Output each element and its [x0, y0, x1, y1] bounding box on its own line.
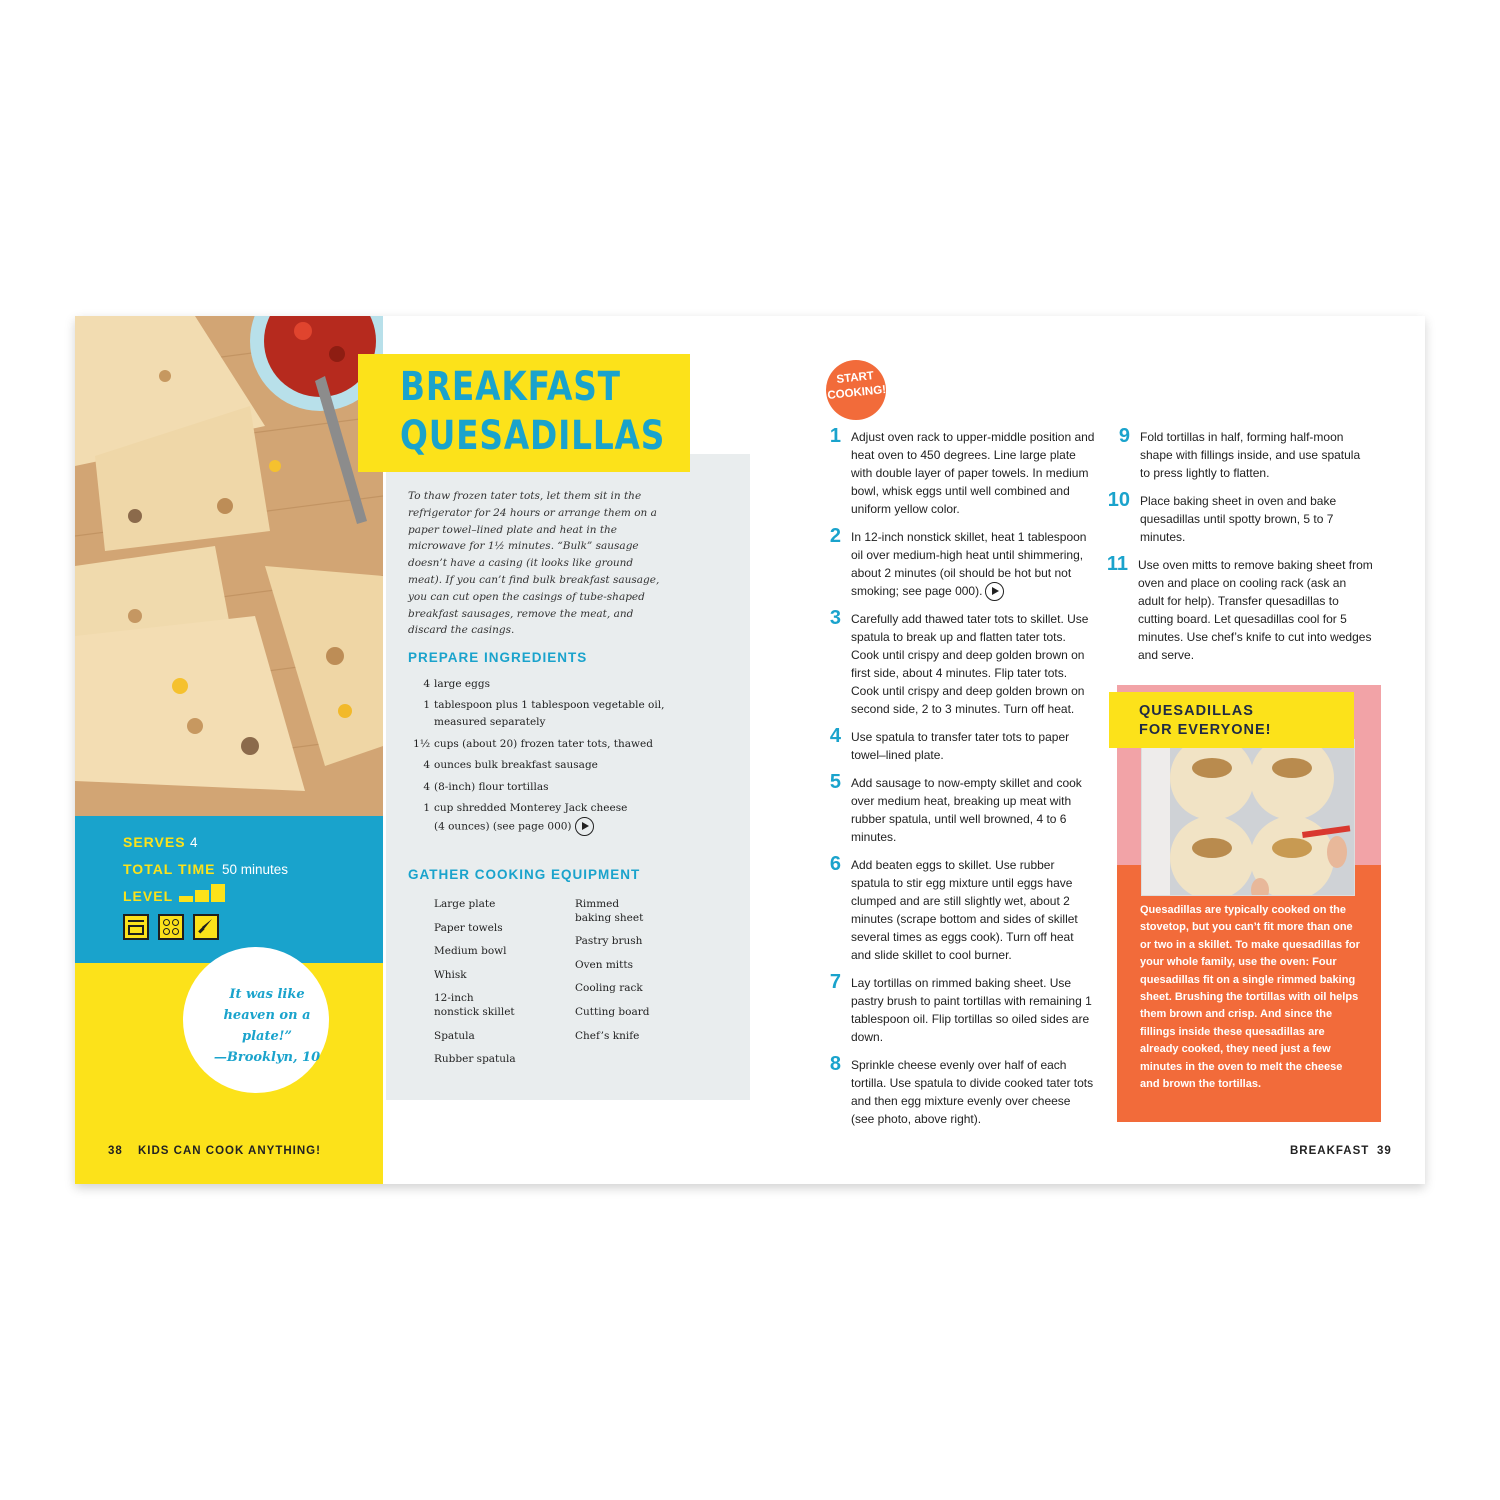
ingredient-quantity: 4	[423, 781, 430, 793]
ingredient-quantity: 1	[423, 802, 430, 814]
tip-text: Quesadillas are typically cooked on the stovetop, but you can’t fit more than one or two in a skillet. To make quesadillas for your whole family, use the oven: Four quesadillas fit on a single rimmed baking sheet. Brushing the tortillas with oil helps them brown and crisp. And since the fillings inside these quesadillas are already cooked, they need just a few minutes in the oven to melt the cheese and brown the tortillas.	[1140, 904, 1360, 1091]
badge-line-1: START	[835, 370, 875, 386]
badge-line-2: COOKING!	[826, 383, 887, 403]
step-text: Use oven mitts to remove baking sheet from oven and place on cooling rack (ask an adult for help). Transfer quesadillas to cutting board. Let quesadillas cool for 5 minutes. Use chef’s knife to cut into wedges and serve.	[1138, 558, 1373, 662]
ingredient-text: ounces bulk breakfast sausage	[434, 759, 598, 771]
equipment-item: Chef’s knife	[575, 1030, 640, 1042]
stovetop-icon	[158, 914, 184, 940]
equipment-item: Cutting board	[575, 1006, 650, 1018]
knife-icon	[193, 914, 219, 940]
left-page-number: 38	[108, 1145, 123, 1157]
equipment-heading: GATHER COOKING EQUIPMENT	[408, 867, 641, 882]
baking-sheet-photo	[1141, 739, 1355, 896]
right-footer-section: BREAKFAST	[1290, 1145, 1370, 1157]
step-number: 6	[829, 853, 841, 875]
ingredient-text: large eggs	[434, 678, 490, 690]
serves-value: 4	[190, 835, 198, 850]
step-number: 9	[1118, 425, 1130, 447]
equipment-item: Pastry brush	[575, 935, 643, 947]
level-label: LEVEL	[123, 888, 174, 904]
step-text: Fold tortillas in half, forming half-moon shape with fillings inside, and use spatula to press lightly to flatten.	[1140, 430, 1361, 480]
book-spread	[75, 316, 1425, 1184]
prepare-ingredients-heading: PREPARE INGREDIENTS	[408, 650, 588, 665]
equipment-item: Large plate	[434, 898, 496, 910]
step-text: Adjust oven rack to upper-middle position and heat oven to 450 degrees. Line large plate with double layer of paper towels. In medium bowl, whisk eggs until well combined and uniform yellow color.	[851, 430, 1095, 516]
level-bar-3	[211, 884, 225, 902]
step-number: 1	[829, 425, 841, 447]
quote-text: It was like heaven on a plate!”	[223, 987, 311, 1044]
equipment-item: Rubber spatula	[434, 1053, 516, 1065]
equipment-item: Paper towels	[434, 922, 503, 934]
play-video-icon[interactable]	[985, 582, 1004, 601]
recipe-title-line1: BREAKFAST	[400, 364, 621, 410]
step-number: 3	[829, 607, 841, 629]
level-bar-2	[195, 890, 209, 902]
ingredient-quantity: 1	[423, 699, 430, 711]
recipe-title-line2: QUESADILLAS	[400, 413, 666, 459]
step-number: 2	[829, 525, 841, 547]
quesadilla-illustration	[75, 316, 383, 816]
right-page-number: 39	[1377, 1145, 1392, 1157]
quote-author: —Brooklyn, 10	[213, 1050, 321, 1065]
step-number: 5	[829, 771, 841, 793]
step-number: 4	[829, 725, 841, 747]
equipment-item: Cooling rack	[575, 982, 643, 994]
play-video-icon[interactable]	[575, 817, 594, 836]
step-text: In 12-inch nonstick skillet, heat 1 tablespoon oil over medium-high heat until shimmering, about 2 minutes (oil should be hot but not smoking; see page 000).	[851, 528, 1096, 601]
equipment-item: Medium bowl	[434, 945, 507, 957]
left-footer-title: KIDS CAN COOK ANYTHING!	[138, 1145, 321, 1157]
step-text: Add sausage to now-empty skillet and cook over medium heat, breaking up meat with rubber spatula, until well browned, 4 to 6 minutes.	[851, 776, 1082, 844]
step-number: 11	[1106, 553, 1128, 575]
ingredient-text: cups (about 20) frozen tater tots, thawed	[434, 738, 653, 750]
ingredient-text: tablespoon plus 1 tablespoon vegetable oil, measured separately	[434, 699, 665, 728]
tip-heading-line-2: FOR EVERYONE!	[1139, 722, 1272, 738]
step-text: Place baking sheet in oven and bake quesadillas until spotty brown, 5 to 7 minutes.	[1140, 494, 1337, 544]
recipe-info-panel	[75, 816, 383, 963]
equipment-item: 12-inch nonstick skillet	[434, 992, 515, 1018]
oven-icon	[123, 914, 149, 940]
ingredient-quantity: 4	[423, 759, 430, 771]
quesadilla-photo	[75, 316, 383, 816]
serves-label: SERVES	[123, 834, 186, 850]
step-text: Sprinkle cheese evenly over half of each tortilla. Use spatula to divide cooked tater tots and then egg mixture evenly over cheese (see photo, above right).	[851, 1058, 1094, 1126]
equipment-item: Rimmed baking sheet	[575, 898, 644, 924]
equipment-item: Oven mitts	[575, 959, 633, 971]
level-bar-1	[179, 896, 193, 902]
tip-heading-line-1: QUESADILLAS	[1139, 703, 1254, 719]
step-text: Carefully add thawed tater tots to skillet. Use spatula to break up and flatten tater tots. Cook until crispy and deep golden brown on first side, about 4 minutes. Flip tater tots. Cook until crispy and deep golden brown on second side, 2 to 3 minutes. Turn off heat.	[851, 612, 1089, 716]
recipe-intro: To thaw frozen tater tots, let them sit in the refrigerator for 24 hours or arrange them on a paper towel–lined plate and heat in the microwave for 1½ minutes. “Bulk” sausage doesn’t have a casing (it looks like ground meat). If you can’t find bulk breakfast sausage, you can cut open the casings of tube-shaped breakfast sausages, remove the meat, and discard the casings.	[408, 490, 660, 637]
step-number: 7	[829, 971, 841, 993]
start-cooking-text	[825, 368, 888, 404]
equipment-item: Whisk	[434, 969, 467, 981]
step-text: Use spatula to transfer tater tots to paper towel–lined plate.	[851, 730, 1070, 762]
step-number: 8	[829, 1053, 841, 1075]
total-time-label: TOTAL TIME	[123, 861, 216, 877]
ingredient-text: (8-inch) flour tortillas	[434, 781, 549, 793]
step-text: Add beaten eggs to skillet. Use rubber spatula to stir egg mixture until eggs have clumped and are still slightly wet, about 2 minutes (scrape bottom and sides of skillet several times as eggs cook). Turn off heat and slide skillet to cool burner.	[851, 858, 1078, 962]
level-indicator	[179, 882, 229, 902]
total-time-value: 50 minutes	[222, 862, 289, 877]
tip-heading	[1139, 702, 1272, 740]
ingredient-quantity: 4	[423, 678, 430, 690]
kid-quote	[211, 984, 323, 1068]
step-text: Lay tortillas on rimmed baking sheet. Use pastry brush to paint tortillas with remaining 1 tablespoon oil. Flip tortillas so oiled sides are down.	[851, 976, 1092, 1044]
equipment-item: Spatula	[434, 1030, 475, 1042]
step-number: 10	[1107, 489, 1130, 511]
ingredient-quantity: 1½	[413, 738, 430, 750]
ingredient-text: cup shredded Monterey Jack cheese (4 ounces) (see page 000)	[434, 800, 627, 836]
